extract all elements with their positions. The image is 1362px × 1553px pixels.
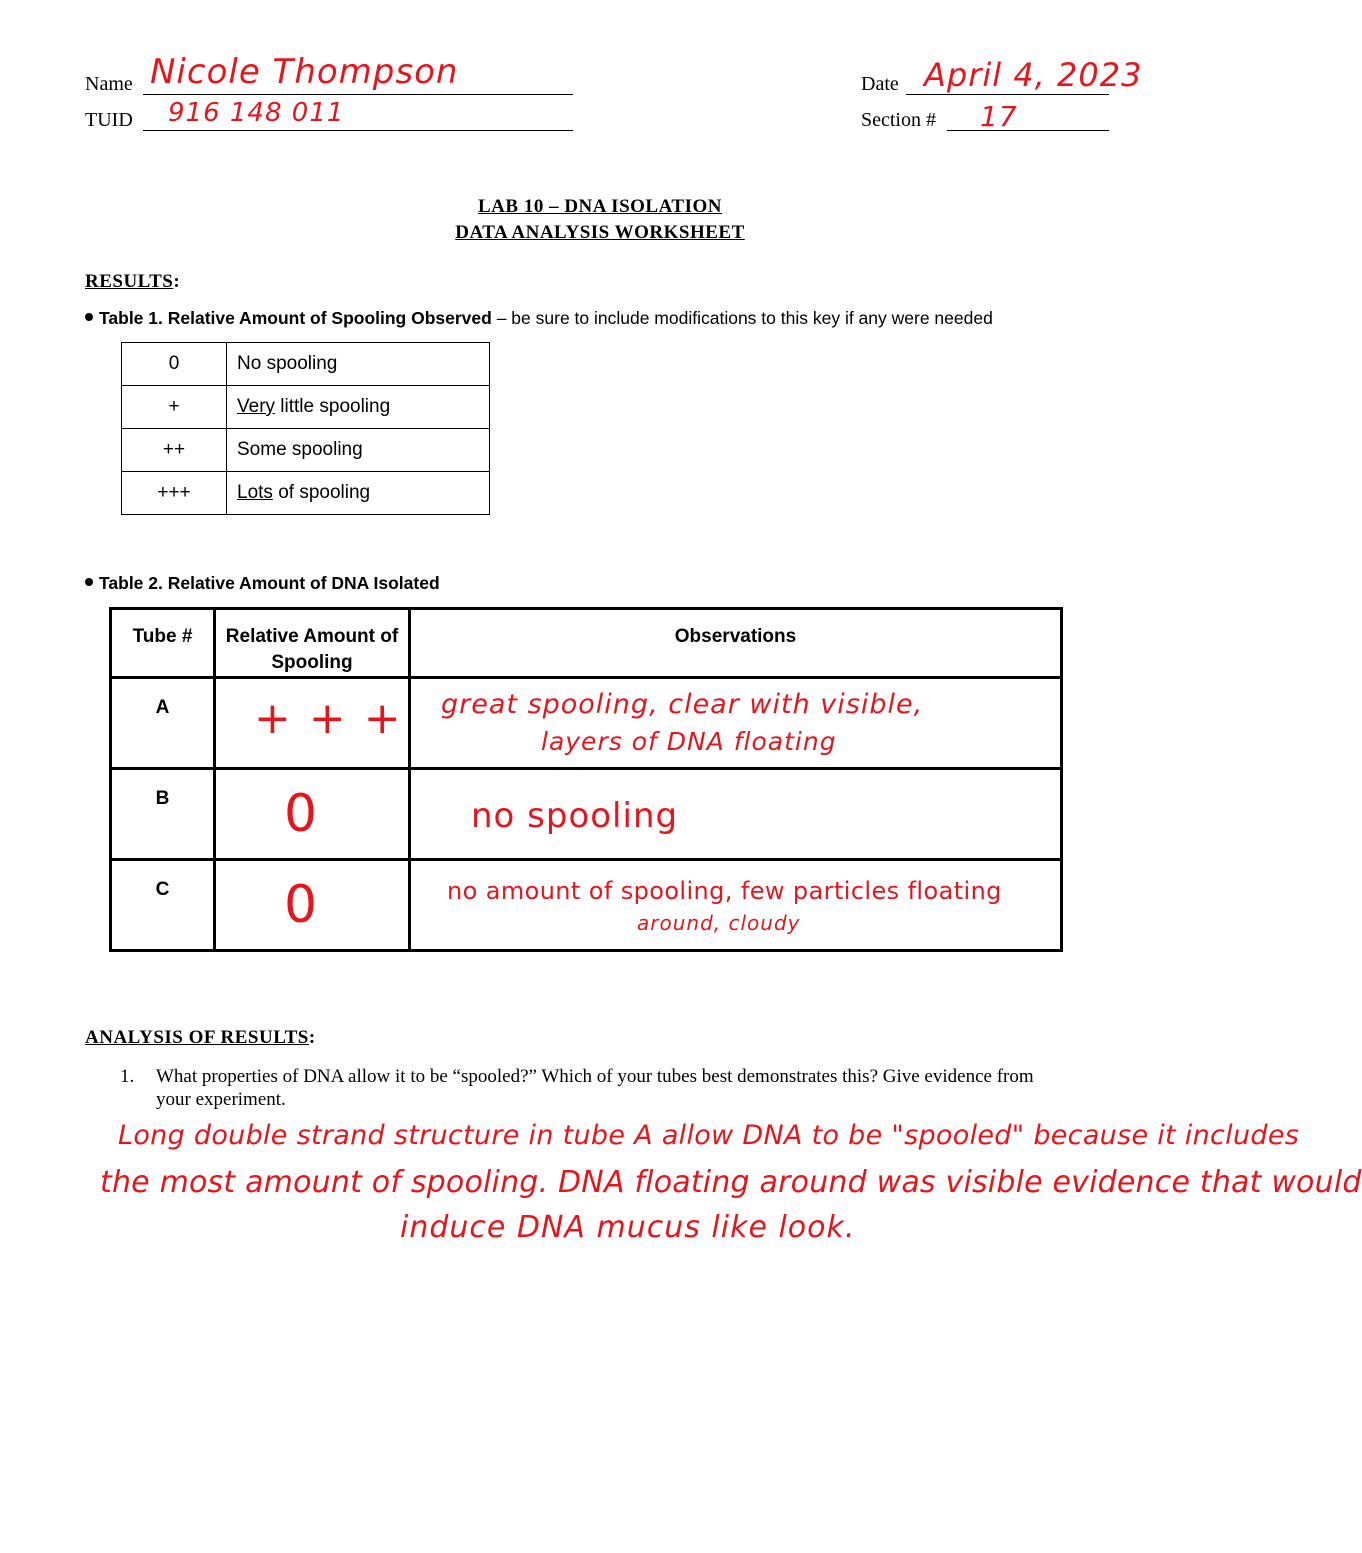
date-label: Date (861, 73, 899, 95)
name-value[interactable]: Nicole Thompson (150, 52, 459, 92)
key-description-emphasis: Lots (237, 482, 273, 503)
amount-value: 0 (284, 784, 319, 844)
answer-line-3[interactable]: induce DNA mucus like look. (400, 1210, 856, 1245)
amount-value: 0 (284, 875, 319, 935)
key-description (227, 472, 490, 515)
amount-cell[interactable] (215, 678, 410, 769)
key-description (227, 343, 490, 386)
table2-caption (85, 573, 440, 594)
table-row (122, 386, 490, 429)
amount-value: + + + (254, 693, 403, 744)
answer-line-2[interactable]: the most amount of spooling. DNA floating around was visible evidence that would (100, 1165, 1362, 1200)
tube-label: C (111, 860, 215, 951)
question-text: What properties of DNA allow it to be “spooled?” Which of your tubes best demonstrates this? Give evidence from your experiment. (156, 1066, 1034, 1110)
name-label: Name (85, 73, 133, 95)
table-row (122, 343, 490, 386)
observation-line-1: no spooling (471, 796, 679, 836)
key-description (227, 429, 490, 472)
table-row (122, 472, 490, 515)
key-symbol: 0 (122, 343, 227, 386)
title-line-2: DATA ANALYSIS WORKSHEET (455, 222, 745, 243)
tube-label: A (111, 678, 215, 769)
observations-cell[interactable] (410, 860, 1062, 951)
observation-line-2: around, cloudy (637, 911, 801, 935)
table1-caption (85, 308, 993, 329)
section-label: Section # (861, 109, 936, 131)
answer-line-1[interactable]: Long double strand structure in tube A allow DNA to be "spooled" because it includes (118, 1120, 1300, 1151)
section-line (947, 109, 1109, 131)
key-description-text: of spooling (272, 482, 371, 503)
table-row (122, 429, 490, 472)
tuid-value[interactable]: 916 148 011 (168, 98, 345, 128)
table2-caption-text: Table 2. Relative Amount of DNA Isolated (99, 573, 440, 593)
header-observations: Observations (410, 609, 1062, 678)
section-value[interactable]: 17 (980, 100, 1018, 133)
results-heading-text: RESULTS (85, 271, 174, 292)
analysis-heading: ANALYSIS OF RESULTS: (85, 1027, 316, 1048)
key-description-text: Some spooling (237, 439, 363, 460)
dna-isolated-table (109, 607, 1063, 952)
key-symbol: + (122, 386, 227, 429)
amount-cell[interactable] (215, 769, 410, 860)
key-description-text: little spooling (275, 396, 391, 417)
date-value[interactable]: April 4, 2023 (924, 56, 1143, 94)
amount-cell[interactable] (215, 860, 410, 951)
results-heading: RESULTS: (85, 271, 181, 292)
table-row (111, 769, 1062, 860)
key-symbol: ++ (122, 429, 227, 472)
bullet-icon (85, 313, 93, 321)
table1-caption-bold: Table 1. Relative Amount of Spooling Observed (99, 308, 492, 328)
key-description-emphasis: Very (237, 396, 276, 417)
observation-line-1: great spooling, clear with visible, (441, 689, 924, 720)
header-amount: Relative Amount of Spooling (215, 609, 410, 678)
bullet-icon (85, 578, 93, 586)
table-row (111, 860, 1062, 951)
observations-cell[interactable] (410, 769, 1062, 860)
key-description (227, 386, 490, 429)
header-tube: Tube # (111, 609, 215, 678)
table1-caption-rest: – be sure to include modifications to this key if any were needed (491, 308, 993, 328)
tube-label: B (111, 769, 215, 860)
question-number: 1. (120, 1066, 135, 1087)
spooling-key-table (121, 342, 490, 515)
observation-line-1: no amount of spooling, few particles floating (447, 877, 1002, 905)
observations-cell[interactable] (410, 678, 1062, 769)
tuid-label: TUID (85, 109, 133, 131)
analysis-heading-text: ANALYSIS OF RESULTS (85, 1027, 309, 1048)
title-line-1: LAB 10 – DNA ISOLATION (478, 196, 722, 217)
table-header-row (111, 609, 1062, 678)
observation-line-2: layers of DNA floating (541, 727, 837, 756)
table-row (111, 678, 1062, 769)
key-description-text: No spooling (237, 353, 338, 374)
key-symbol: +++ (122, 472, 227, 515)
